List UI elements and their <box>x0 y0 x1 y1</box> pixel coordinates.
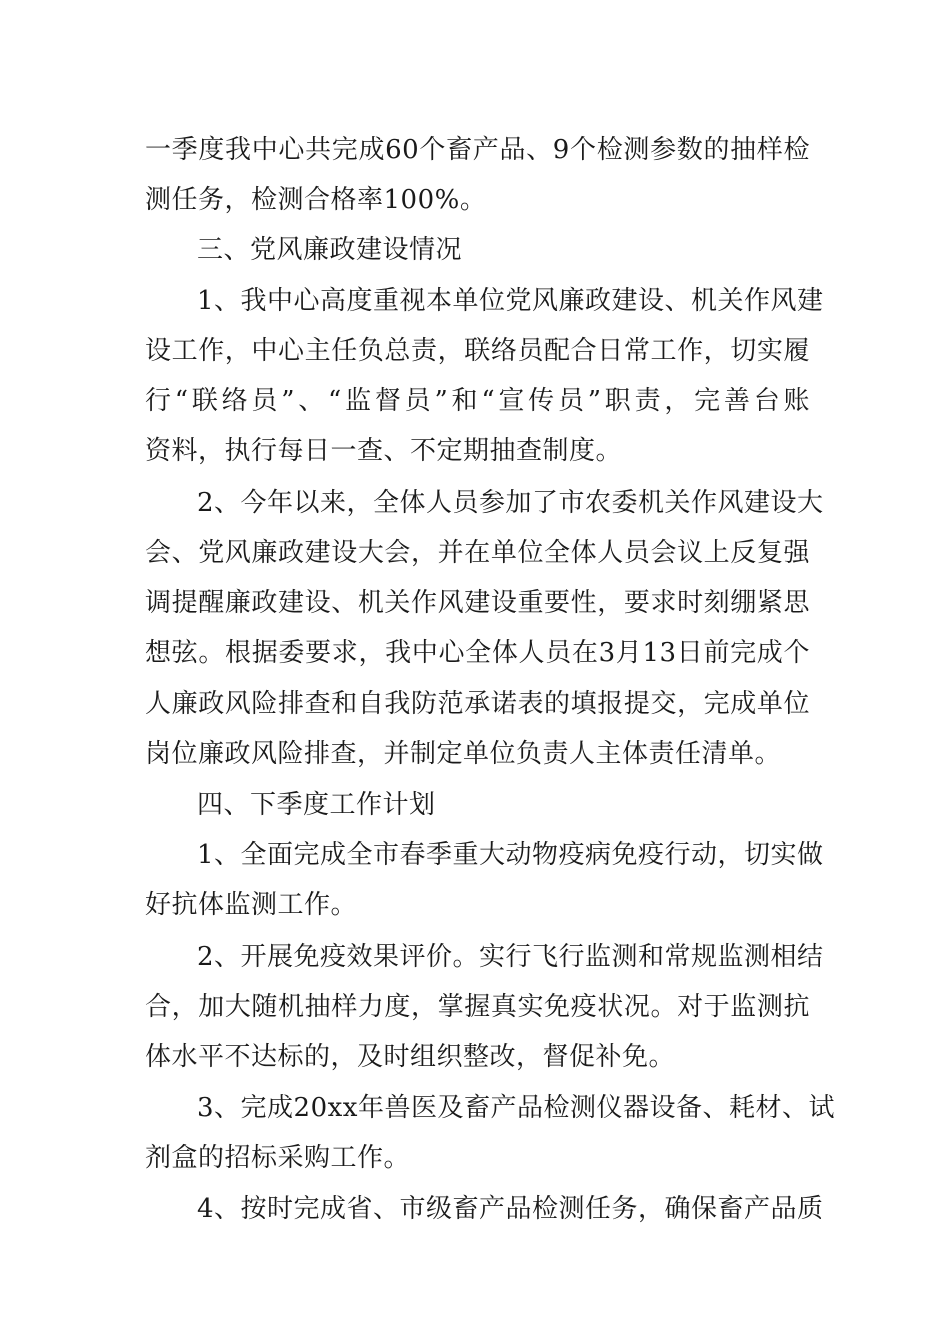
body-text-line: 一季度我中心共完成60个畜产品、9个检测参数的抽样检 <box>145 135 810 165</box>
section-heading: 四、下季度工作计划 <box>197 790 436 820</box>
body-text-line: 1、全面完成全市春季重大动物疫病免疫行动，切实做 <box>197 840 824 870</box>
body-text-line: 3、完成20xx年兽医及畜产品检测仪器设备、耗材、试 <box>197 1093 835 1123</box>
body-text-line: 剂盒的招标采购工作。 <box>145 1143 411 1173</box>
body-text-line: 体水平不达标的，及时组织整改，督促补免。 <box>145 1042 676 1072</box>
body-text-line: 1、我中心高度重视本单位党风廉政建设、机关作风建 <box>197 286 824 316</box>
body-text-line: 资料，执行每日一查、不定期抽查制度。 <box>145 436 623 466</box>
section-heading: 三、党风廉政建设情况 <box>197 235 463 265</box>
body-text-line: 人廉政风险排查和自我防范承诺表的填报提交，完成单位 <box>145 689 810 719</box>
body-text-line: 4、按时完成省、市级畜产品检测任务，确保畜产品质 <box>197 1194 824 1224</box>
body-text-line: 2、今年以来，全体人员参加了市农委机关作风建设大 <box>197 488 824 518</box>
body-text-line: 好抗体监测工作。 <box>145 890 358 920</box>
body-text-line: 会、党风廉政建设大会，并在单位全体人员会议上反复强 <box>145 538 810 568</box>
body-text-line: 岗位廉政风险排查，并制定单位负责人主体责任清单。 <box>145 739 782 769</box>
body-text-line: 合，加大随机抽样力度，掌握真实免疫状况。对于监测抗 <box>145 992 810 1022</box>
body-text-line: 行“联络员”、“监督员”和“宣传员”职责，完善台账 <box>145 386 810 416</box>
body-text-line: 想弦。根据委要求，我中心全体人员在3月13日前完成个 <box>145 638 810 668</box>
body-text-line: 设工作，中心主任负总责，联络员配合日常工作，切实履 <box>145 336 810 366</box>
body-text-line: 调提醒廉政建设、机关作风建设重要性，要求时刻绷紧思 <box>145 588 810 618</box>
body-text-line: 测任务，检测合格率100%。 <box>145 185 487 215</box>
body-text-line: 2、开展免疫效果评价。实行飞行监测和常规监测相结 <box>197 942 824 972</box>
